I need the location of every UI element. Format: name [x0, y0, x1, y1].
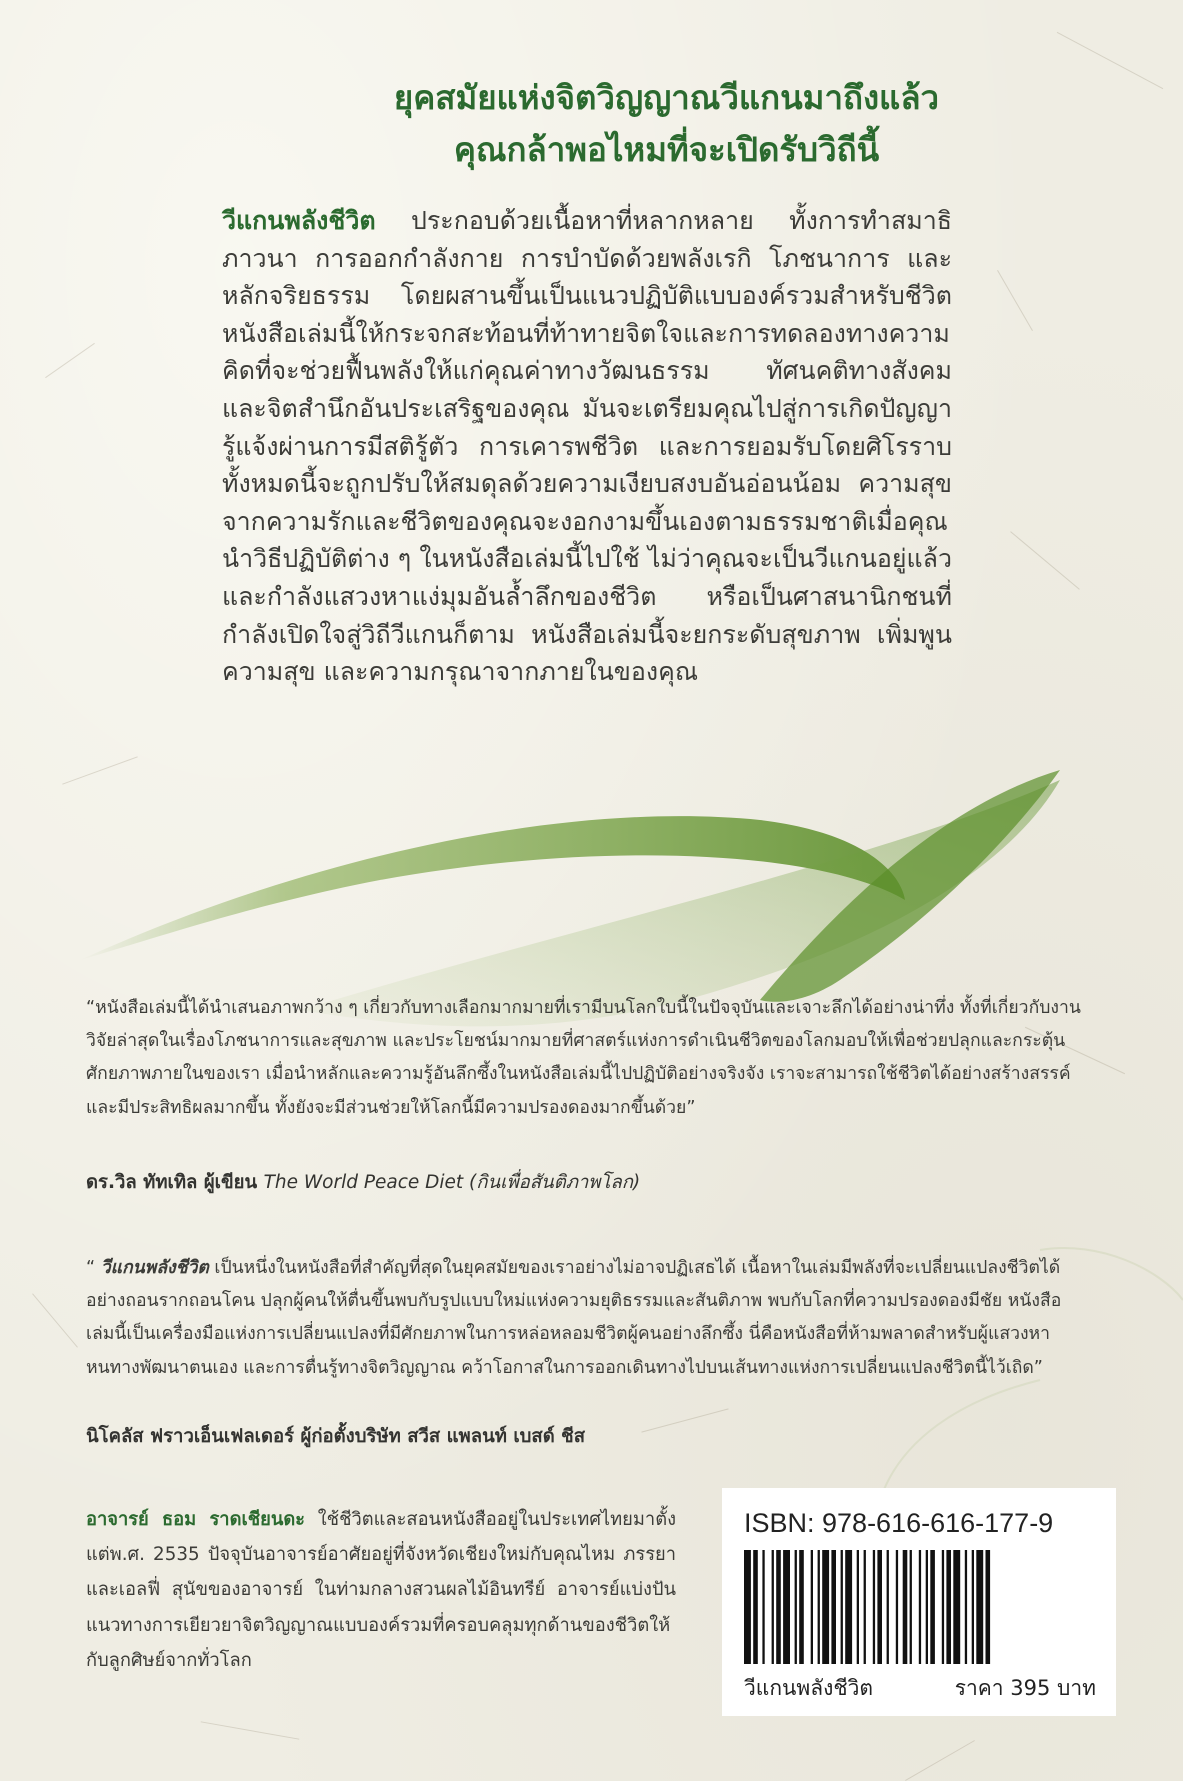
description-paragraph: [222, 202, 952, 691]
quote-1-attribution: [86, 1168, 1086, 1197]
author-bio-text: ใช้ชีวิตและสอนหนังสืออยู่ในประเทศไทยมาตั้งแต่พ.ศ. 2535 ปัจจุบันอาจารย์อาศัยอยู่ที่จังหวัดเชียงใหม่กับคุณไหม ภรรยา และเอลฟี่ สุนัขของอาจารย์ ในท่ามกลางสวนผลไม้อินทรีย์ อาจารย์แบ่งปันแนวทางการเยียวยาจิตวิญญาณแบบองค์รวมที่ครอบคลุมทุกด้านของชีวิตให้กับลูกศิษย์จากทั่วโลก: [86, 1509, 676, 1671]
quote-2-book-title: วีแกนพลังชีวิต: [100, 1258, 209, 1278]
isbn-book-name: วีแกนพลังชีวิต: [744, 1676, 874, 1700]
quote-2-open: “: [86, 1258, 101, 1278]
barcode-icon: [744, 1550, 1096, 1664]
quote-1-text: “หนังสือเล่มนี้ได้นำเสนอภาพกว้าง ๆ เกี่ยวกับทางเลือกมากมายที่เรามีบนโลกใบนี้ในปัจจุบันและเจาะลึกได้อย่างน่าทึ่ง ทั้งที่เกี่ยวกับงานวิจัยล่าสุดในเรื่องโภชนาการและสุขภาพ และประโยชน์มากมายที่ศาสตร์แห่งการดำเนินชีวิตของโลกมอบให้เพื่อช่วยปลุกและกระตุ้นศักยภาพภายในของเรา เมื่อนำหลักและความรู้อันลึกซึ้งในหนังสือเล่มนี้ไปปฏิบัติอย่างจริงจัง เราจะสามารถใช้ชีวิตได้อย่างสร้างสรรค์และมีประสิทธิผลมากขึ้น ทั้งยังจะมีส่วนช่วยให้โลกนี้มีความปรองดองมากขึ้นด้วย”: [86, 998, 1081, 1118]
isbn-block: [722, 1488, 1116, 1716]
headline-line-2: คุณกล้าพอไหมที่จะเปิดรับวิถีนี้: [453, 130, 880, 169]
description-text: ประกอบด้วยเนื้อหาที่หลากหลาย ทั้งการทำสมาธิภาวนา การออกกำลังกาย การบำบัดด้วยพลังเรกิ โภชนาการ และหลักจริยธรรม โดยผสานขึ้นเป็นแนวปฏิบัติแบบองค์รวมสำหรับชีวิต หนังสือเล่มนี้ให้กระจกสะท้อนที่ท้าทายจิตใจและการทดลองทางความคิดที่จะช่วยฟื้นพลังให้แก่คุณค่าทางวัฒนธรรม ทัศนคติทางสังคม และจิตสำนึกอันประเสริฐของคุณ มันจะเตรียมคุณไปสู่การเกิดปัญญารู้แจ้งผ่านการมีสติรู้ตัว การเคารพชีวิต และการยอมรับโดยศิโรราบ ทั้งหมดนี้จะถูกปรับให้สมดุลด้วยความเงียบสงบอันอ่อนน้อม ความสุขจากความรักและชีวิตของคุณจะงอกงามขึ้นเองตามธรรมชาติเมื่อคุณนำวิธีปฏิบัติต่าง ๆ ในหนังสือเล่มนี้ไปใช้ ไม่ว่าคุณจะเป็นวีแกนอยู่แล้วและกำลังแสวงหาแง่มุมอันล้ำลึกของชีวิต หรือเป็นศาสนานิกชนที่กำลังเปิดใจสู่วิถีวีแกนก็ตาม หนังสือเล่มนี้จะยกระดับสุขภาพ เพิ่มพูนความสุข และความกรุณาจากภายในของคุณ: [222, 206, 952, 687]
isbn-label: ISBN: 978-616-616-177-9: [744, 1508, 1054, 1538]
description-book-title: วีแกนพลังชีวิต: [222, 206, 376, 235]
author-bio: [86, 1502, 676, 1678]
price-label: ราคา 395 บาท: [954, 1676, 1096, 1700]
price-line: [744, 1672, 1096, 1705]
quote-1-book-title: The World Peace Diet (กินเพื่อสันติภาพโลก): [263, 1172, 641, 1193]
quote-1: [86, 992, 1086, 1125]
headline-line-1: ยุคสมัยแห่งจิตวิญญาณวีแกนมาถึงแล้ว: [393, 78, 940, 117]
quote-2-attribution: [86, 1422, 1086, 1451]
quote-2: [86, 1252, 1086, 1385]
quote-2-author: นิโคลัส ฟราวเอ็นเฟลเดอร์ ผู้ก่อตั้งบริษัท สวีส แพลนท์ เบสด์ ชีส: [86, 1426, 586, 1447]
headline: [0, 72, 1183, 176]
author-name: อาจารย์ ธอม ราดเชียนดะ: [86, 1509, 306, 1530]
quote-2-text: เป็นหนึ่งในหนังสือที่สำคัญที่สุดในยุคสมัยของเราอย่างไม่อาจปฏิเสธได้ เนื้อหาในเล่มมีพลังที่จะเปลี่ยนแปลงชีวิตได้อย่างถอนรากถอนโคน ปลุกผู้คนให้ตื่นขึ้นพบกับรูปแบบใหม่แห่งความยุติธรรมและสันติภาพ พบกับโลกที่ความปรองดองมีชัย หนังสือเล่มนี้เป็นเครื่องมือแห่งการเปลี่ยนแปลงที่มีศักยภาพในการหล่อหลอมชีวิตผู้คนอย่างลึกซึ้ง นี่คือหนังสือที่ห้ามพลาดสำหรับผู้แสวงหาหนทางพัฒนาตนเอง และการตื่นรู้ทางจิตวิญญาณ คว้าโอกาสในการออกเดินทางไปบนเส้นทางแห่งการเปลี่ยนแปลงชีวิตนี้ไว้เถิด”: [86, 1258, 1062, 1378]
quote-1-author: ดร.วิล ทัทเทิล ผู้เขียน: [86, 1172, 264, 1193]
